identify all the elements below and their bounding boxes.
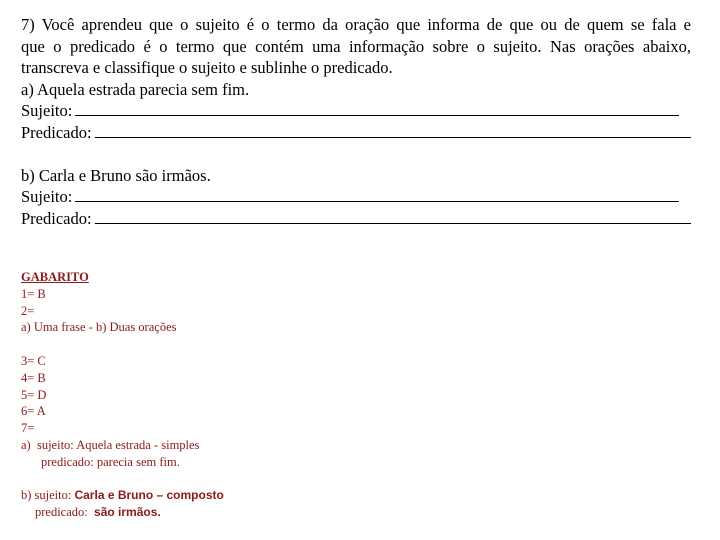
answer-line-2: 2= <box>21 303 35 318</box>
answer-7b-predicate <box>21 504 421 521</box>
answer-line[interactable] <box>75 101 679 116</box>
answer-line-3: 3= C <box>21 353 46 368</box>
answer-7b-predicate-prefix: predicado: <box>35 505 95 520</box>
question-text-line-2: que o predicado é o termo que contém uma informação sobre o sujeito. Nas orações abaixo, <box>21 36 691 56</box>
subject-label: Sujeito: <box>21 187 73 206</box>
question-7 <box>21 14 691 229</box>
spacer <box>21 143 691 165</box>
answer-7b-subject-value: Carla e Bruno – composto <box>74 488 224 503</box>
item-a-predicate-field[interactable] <box>21 122 691 144</box>
answer-line[interactable] <box>95 209 691 224</box>
item-a-sentence: a) Aquela estrada parecia sem fim. <box>21 79 250 99</box>
question-text-line-1: 7) Você aprendeu que o sujeito é o termo da oração que informa de que ou de quem se fala e <box>21 15 691 34</box>
answer-line-4: 4= B <box>21 370 46 385</box>
answer-line-2a: a) Uma frase - b) Duas orações <box>21 320 177 335</box>
item-a-subject-field[interactable] <box>21 100 691 122</box>
answer-7b-subject-prefix: b) sujeito: <box>21 488 75 503</box>
item-b-predicate-field[interactable] <box>21 208 691 230</box>
predicate-label: Predicado: <box>21 208 92 228</box>
question-text-line-3: transcreva e classifique o sujeito e sublinhe o predicado. <box>21 58 393 77</box>
predicate-label: Predicado: <box>21 122 92 142</box>
subject-label: Sujeito: <box>21 101 73 120</box>
answer-7a-subject: a) sujeito: Aquela estrada - simples <box>21 437 200 452</box>
answer-line-6: 6= A <box>21 404 46 419</box>
answer-line[interactable] <box>95 123 691 138</box>
item-b-sentence: b) Carla e Bruno são irmãos. <box>21 165 211 185</box>
answer-key <box>21 269 421 521</box>
answer-line-7: 7= <box>21 421 35 436</box>
item-b-subject-field[interactable] <box>21 186 691 208</box>
answer-line-1: 1= B <box>21 286 46 301</box>
answer-key-title: GABARITO <box>21 270 89 284</box>
answer-line[interactable] <box>75 187 679 202</box>
answer-7b-subject <box>21 487 421 504</box>
answer-7b-predicate-value: são irmãos. <box>94 505 161 520</box>
answer-7a-predicate: predicado: parecia sem fim. <box>41 454 180 469</box>
answer-line-5: 5= D <box>21 387 47 402</box>
